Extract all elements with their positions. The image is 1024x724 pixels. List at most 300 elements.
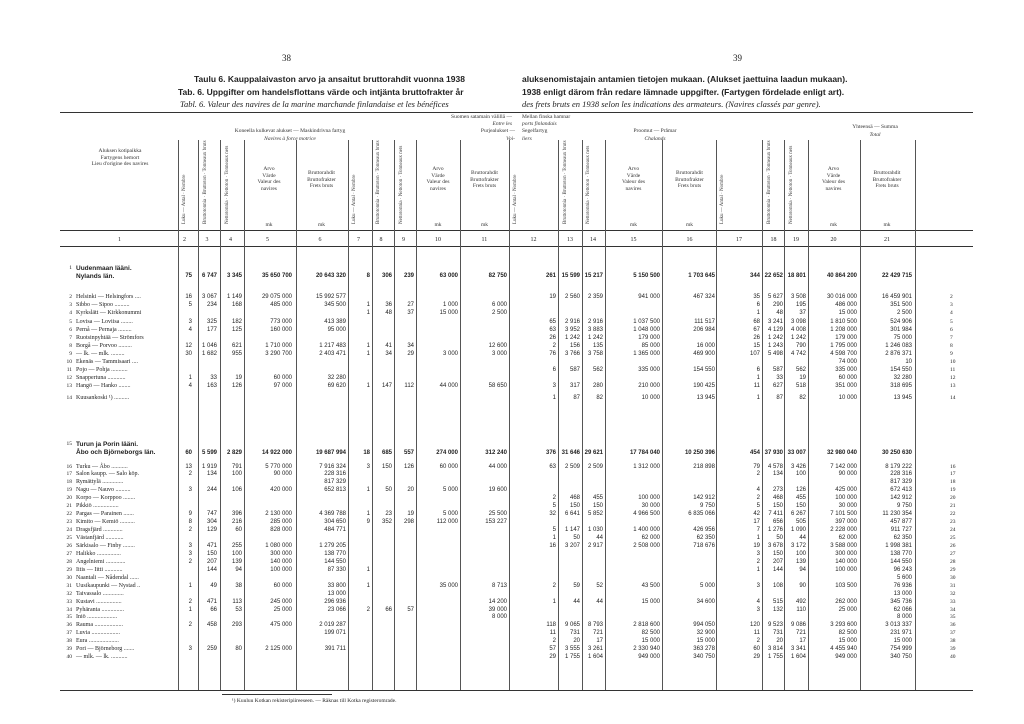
table-cell: 457 877	[890, 519, 912, 525]
header-koneella: Koneella kulkevat alukset — Maskindrivna fartyg	[234, 128, 346, 134]
table-cell: 29 075 000	[261, 294, 292, 300]
table-cell: 955	[231, 351, 242, 357]
table-cell: 1	[756, 395, 760, 401]
table-cell: 30 000	[641, 503, 660, 509]
header-total: Total	[869, 132, 881, 138]
table-cell: 207	[206, 559, 217, 565]
table-cell: 100	[795, 471, 806, 477]
row-number-right: 30	[950, 575, 956, 581]
column-divider	[605, 140, 606, 690]
table-cell: 3 588 000	[830, 543, 857, 549]
table-cell: 80	[235, 646, 242, 652]
table-cell: 9 086	[790, 622, 806, 628]
table-cell: 69 620	[327, 383, 346, 389]
table-cell: 4 966 500	[633, 511, 660, 517]
row-place-name: Ekenäs — Tammisaari ....	[76, 359, 138, 365]
table-cell: 1 279 205	[319, 543, 346, 549]
table-cell: 150	[381, 464, 392, 470]
table-cell: 103 500	[835, 583, 857, 589]
row-place-name: Kimito — Kemiö ..........	[76, 519, 135, 525]
table-cell: 1	[552, 395, 556, 401]
table-cell: 120	[749, 622, 760, 628]
table-cell: 100 000	[638, 495, 660, 501]
table-cell: 5	[756, 503, 760, 509]
table-cell: 60	[185, 450, 192, 456]
table-cell: 475 000	[270, 622, 292, 628]
table-cell: 262 000	[835, 599, 857, 605]
table-cell: 144 550	[324, 559, 346, 565]
table-cell: 125	[231, 327, 242, 333]
row-number-right: 16	[950, 464, 956, 470]
table-cell: 10 000	[641, 395, 660, 401]
column-number: 1	[118, 237, 121, 243]
row-place-name: — mlk. — lk. ...........	[76, 654, 128, 660]
row-number: 32	[66, 591, 72, 597]
table-cell: 1 149	[226, 294, 242, 300]
table-cell: 44 000	[439, 383, 458, 389]
row-place-name: Ruotsinpyhtää — Strömfors	[76, 335, 144, 341]
row-number: 6	[69, 327, 72, 333]
table-cell: 587	[569, 367, 580, 373]
table-cell: 376	[545, 450, 556, 456]
table-cell: 57	[407, 607, 414, 613]
table-cell: 2 125 000	[265, 646, 292, 652]
table-cell: 4 369 788	[319, 511, 346, 517]
row-place-name: Lovisa — Loviisa ........	[76, 319, 133, 325]
page-right-number: 39	[733, 53, 742, 63]
table-cell: 3 508	[790, 294, 806, 300]
table-cell: 397 000	[835, 519, 857, 525]
table-cell: 53	[235, 607, 242, 613]
row-number: 8	[69, 343, 72, 349]
table-cell: 2 359	[587, 294, 603, 300]
table-cell: 15 000	[893, 638, 912, 644]
table-cell: 35	[753, 294, 760, 300]
table-cell: 62 000	[641, 535, 660, 541]
row-number-right: 6	[950, 327, 953, 333]
table-cell: 126	[403, 464, 414, 470]
table-cell: 587	[772, 367, 783, 373]
table-cell: 153 227	[485, 519, 507, 525]
table-cell: 300 000	[270, 551, 292, 557]
table-cell: 68	[753, 319, 760, 325]
table-cell: 34	[385, 351, 392, 357]
table-cell: 3 555	[564, 646, 580, 652]
table-cell: 261	[545, 273, 556, 279]
table-cell: 140 000	[835, 559, 857, 565]
table-cell: 11	[549, 630, 556, 636]
table-cell: 471	[206, 599, 217, 605]
row-place-name: Rymättylä ..............	[76, 479, 124, 485]
table-cell: 1 919	[201, 464, 217, 470]
table-cell: 39 000	[488, 607, 507, 613]
header-mellan-finska: Mellan finska hamnar	[522, 114, 571, 120]
table-cell: 2 228 000	[830, 527, 857, 533]
table-cell: 2	[552, 495, 556, 501]
header-gross-tons: Bruttotonnia · Bruttoton · Tonneaux bruts	[767, 140, 772, 224]
table-cell: 190 425	[693, 383, 715, 389]
column-divider	[662, 140, 663, 690]
table-cell: 3	[552, 383, 556, 389]
table-cell: 8	[366, 273, 370, 279]
row-number: 12	[66, 375, 72, 381]
table-cell: 1	[366, 310, 370, 316]
table-cell: 492	[795, 599, 806, 605]
table-cell: 106	[231, 487, 242, 493]
footnote: ¹) Kuuluu Kotkan rekisteripiireeseen. — Räknas till Kotka registeromrade.	[232, 698, 397, 704]
table-cell: 87 330	[327, 567, 346, 573]
table-cell: 3 293 600	[830, 622, 857, 628]
table-cell: 2	[552, 583, 556, 589]
row-place-name: Helsinki — Helsingfors ....	[76, 294, 141, 300]
table-cell: 1 243	[767, 343, 783, 349]
table-cell: 363 278	[693, 646, 715, 652]
table-cell: 179 000	[638, 335, 660, 341]
header-value: Arvo Värde Valeur des navires	[821, 166, 846, 192]
table-cell: 280	[592, 383, 603, 389]
table-cell: 150	[206, 551, 217, 557]
table-cell: 35 000	[439, 583, 458, 589]
table-cell: 1 810 500	[830, 319, 857, 325]
table-cell: 41	[385, 343, 392, 349]
table-cell: 27	[407, 302, 414, 308]
table-cell: 26	[549, 335, 556, 341]
header-mk: mk	[829, 222, 838, 228]
row-number: 9	[69, 351, 72, 357]
table-cell: 5 000	[442, 487, 458, 493]
header-freights: Bruttorahdit Bruttofrakter Frets bruts	[675, 170, 704, 189]
table-cell: 468	[569, 495, 580, 501]
table-cell: 5 600	[896, 575, 912, 581]
table-cell: 1 242	[767, 335, 783, 341]
row-number-right: 40	[950, 654, 956, 660]
table-cell: 3 241	[767, 319, 783, 325]
row-number: 14	[66, 395, 72, 401]
table-cell: 7 411	[768, 511, 783, 517]
header-freights: Bruttorahdit Bruttofrakter Frets bruts	[872, 170, 902, 189]
table-cell: 63	[549, 464, 556, 470]
table-cell: 113	[232, 599, 242, 605]
table-cell: 50	[573, 535, 580, 541]
table-cell: 3 758	[587, 351, 603, 357]
table-cell: 1 604	[587, 654, 603, 660]
table-cell: 15 217	[584, 273, 603, 279]
table-cell: 6 267	[790, 511, 806, 517]
table-cell: 16	[185, 294, 192, 300]
table-cell: 33 800	[327, 583, 346, 589]
table-cell: 100	[231, 471, 242, 477]
table-cell: 3	[756, 551, 760, 557]
table-cell: 2	[552, 638, 556, 644]
table-cell: 62 350	[696, 535, 715, 541]
table-cell: 352	[381, 519, 392, 525]
table-cell: 1 242	[587, 335, 603, 341]
table-cell: 290	[772, 302, 783, 308]
table-cell: 218 898	[693, 464, 715, 470]
header-mk: mk	[434, 222, 442, 228]
table-cell: 301 984	[890, 327, 912, 333]
table-cell: 15 000	[838, 638, 857, 644]
table-cell: 627	[772, 383, 783, 389]
table-cell: 48	[385, 310, 392, 316]
column-number: 19	[793, 237, 799, 243]
table-cell: 244	[206, 487, 217, 493]
row-number: 37	[66, 630, 72, 636]
table-cell: 20	[776, 638, 783, 644]
table-cell: 285 000	[270, 519, 292, 525]
table-cell: 37	[407, 310, 414, 316]
table-cell: 82	[799, 395, 806, 401]
row-number: 40	[66, 654, 72, 660]
table-cell: 94	[235, 567, 242, 573]
row-number: 13	[66, 383, 72, 389]
row-place-name: Pori — Björneborg .......	[76, 646, 135, 652]
table-cell: 484 771	[324, 527, 346, 533]
table-cell: 139	[795, 559, 806, 565]
table-cell: 154 550	[890, 367, 912, 373]
column-number: 16	[686, 237, 693, 243]
table-cell: 8 179 222	[885, 464, 912, 470]
table-cell: 206 984	[693, 327, 715, 333]
column-divider	[915, 140, 916, 690]
table-cell: 471	[206, 543, 217, 549]
column-divider	[220, 140, 221, 690]
table-cell: 345 500	[324, 302, 346, 308]
table-cell: 75 000	[893, 335, 912, 341]
column-number: 3	[205, 237, 209, 243]
table-cell: 3	[188, 551, 192, 557]
table-cell: 1	[366, 567, 370, 573]
table-cell: 3 426	[790, 464, 806, 470]
row-number: 36	[66, 622, 72, 628]
table-cell: 95 000	[327, 327, 346, 333]
row-number-right: 26	[950, 543, 956, 549]
table-cell: 23 066	[327, 607, 346, 613]
table-cell: 505	[795, 519, 806, 525]
table-cell: 1 037 500	[633, 319, 660, 325]
table-cell: 524 906	[890, 319, 912, 325]
table-cell: 2 403 471	[319, 351, 346, 357]
table-cell: 3 345	[226, 273, 242, 279]
table-cell: 13 000	[327, 591, 346, 597]
table-cell: 6 641	[564, 511, 580, 517]
table-cell: 455	[795, 495, 806, 501]
table-cell: 1	[366, 511, 370, 517]
table-cell: 134	[206, 471, 217, 477]
table-cell: 3 172	[790, 543, 806, 549]
table-cell: 911 727	[890, 527, 912, 533]
table-cell: 138 770	[324, 551, 346, 557]
header-count: Luku — Antal · Nombre	[513, 174, 518, 224]
table-cell: 468	[772, 495, 783, 501]
header-yhteensa: Yhteensä — Summa	[852, 124, 898, 130]
table-cell: 87	[573, 395, 580, 401]
header-freights: Bruttorahdit Bruttofrakter Frets bruts	[470, 170, 499, 189]
table-cell: 32 280	[893, 375, 912, 381]
row-place-name: Kustavi .................	[76, 599, 122, 605]
table-cell: 454	[749, 450, 760, 456]
table-cell: 142 912	[890, 495, 912, 501]
header-count: Luku — Antal · Nombre	[352, 174, 357, 224]
table-cell: 228 316	[324, 471, 346, 477]
title-french-cont: des frets bruts en 1938 selon les indications des armateurs. (Navires classés par genre).	[522, 99, 821, 109]
row-place-name: Pyhäranta ...............	[76, 607, 124, 613]
table-cell: 19	[799, 375, 806, 381]
row-number: 29	[66, 567, 72, 573]
table-cell: 14 922 000	[261, 450, 292, 456]
row-number-right: 17	[950, 471, 956, 477]
table-cell: 111 517	[694, 319, 715, 325]
table-cell: 18 801	[787, 273, 806, 279]
title-finnish-cont: aluksenomistajain antamien tietojen mukaan. (Alukset jaettuina laadun mukaan).	[522, 74, 848, 84]
header-mk: mk	[883, 222, 891, 228]
table-cell: 15 992 577	[315, 294, 346, 300]
table-cell: 2 509	[564, 464, 580, 470]
table-cell: 8 000	[491, 614, 507, 620]
table-cell: 1 604	[790, 654, 806, 660]
table-cell: 1 046	[201, 343, 217, 349]
row-place-name: Eura ....................	[76, 638, 119, 644]
table-cell: 3 207	[564, 543, 580, 549]
table-cell: 40 864 200	[826, 273, 857, 279]
table-cell: 231 971	[890, 630, 912, 636]
row-place-name: Nagu — Nauvo ..........	[76, 487, 131, 493]
table-cell: 10 250 396	[684, 450, 715, 456]
column-number: 11	[481, 237, 488, 243]
table-cell: 35 650 700	[261, 273, 292, 279]
table-cell: 2 509	[587, 464, 603, 470]
table-cell: 100 000	[835, 567, 857, 573]
table-cell: 7	[756, 527, 760, 533]
table-cell: 9	[188, 511, 192, 517]
table-cell: 135	[592, 343, 603, 349]
table-cell: 4	[188, 383, 192, 389]
table-cell: 396	[231, 511, 242, 517]
table-cell: 4 742	[790, 351, 806, 357]
table-cell: 6	[552, 367, 556, 373]
table-cell: 66	[385, 607, 392, 613]
table-cell: 1 208 000	[830, 327, 857, 333]
row-number: 10	[66, 359, 72, 365]
table-cell: 67	[753, 327, 760, 333]
table-cell: 3 098	[790, 319, 806, 325]
table-cell: 3	[188, 543, 192, 549]
header-count: Luku — Antal · Nombre	[720, 174, 725, 224]
table-cell: 2 876 371	[885, 351, 912, 357]
title-french: Tabl. 6. Valeur des navires de la marine marchande finlandaise et les bénéfices	[180, 99, 449, 109]
header-mk: mk	[629, 222, 638, 228]
table-cell: 685	[381, 450, 392, 456]
row-number: 38	[66, 638, 72, 644]
table-cell: 11 230 354	[882, 511, 912, 517]
table-cell: 20	[407, 487, 414, 493]
row-number: 11	[66, 367, 72, 373]
table-cell: 458	[206, 622, 217, 628]
table-cell: 1	[552, 599, 556, 605]
header-chalands: Chalands	[644, 136, 666, 142]
table-cell: 941 000	[638, 294, 660, 300]
table-cell: 82 500	[641, 630, 660, 636]
column-number: 6	[318, 237, 322, 243]
table-cell: 245 000	[270, 599, 292, 605]
table-cell: 9 750	[699, 503, 715, 509]
table-cell: 5 150 500	[633, 273, 660, 279]
table-cell: 3	[188, 319, 192, 325]
table-cell: 17 784 040	[629, 450, 660, 456]
header-value: Arvo Värde Valeur des navires	[257, 166, 281, 192]
table-cell: 85 000	[641, 343, 660, 349]
row-number-right: 38	[950, 638, 956, 644]
table-cell: 58 650	[488, 383, 507, 389]
table-cell: 17	[753, 519, 760, 525]
table-cell: 22 429 715	[881, 273, 912, 279]
table-cell: 791	[231, 464, 242, 470]
table-cell: 44 000	[488, 464, 507, 470]
table-cell: 1	[366, 302, 370, 308]
row-place-name: Kuusankoski ¹) ..........	[76, 395, 130, 401]
table-cell: 1 795 000	[830, 343, 857, 349]
table-cell: 2 916	[587, 319, 603, 325]
row-number-right: 4	[950, 310, 953, 316]
row-place-name: Salon kaupp. — Salo köp.	[76, 471, 139, 477]
table-cell: 195	[795, 302, 806, 308]
table-cell: 2 916	[564, 319, 580, 325]
row-number: 35	[66, 614, 72, 620]
table-cell: 1 276	[767, 527, 783, 533]
table-cell: 60 000	[273, 583, 292, 589]
column-divider	[582, 140, 583, 690]
table-cell: 100 000	[270, 567, 292, 573]
table-cell: 351 500	[890, 302, 912, 308]
table-cell: 2 130 000	[265, 511, 292, 517]
table-cell: 296 936	[324, 599, 346, 605]
row-place-name: Särkisalo — Finby ........	[76, 543, 135, 549]
table-cell: 32 900	[696, 630, 715, 636]
table-cell: 1 000	[442, 302, 458, 308]
table-bottom-rule	[60, 690, 973, 691]
header-net-tons: Nettotonnia · Nettoton · Tonneaux nets	[225, 145, 230, 224]
table-cell: 32	[549, 511, 556, 517]
table-cell: 518	[795, 383, 806, 389]
table-cell: 150	[772, 551, 783, 557]
table-cell: 15 000	[641, 599, 660, 605]
table-cell: 1 365 000	[633, 351, 660, 357]
table-cell: 5	[552, 527, 556, 533]
table-cell: 168	[231, 302, 242, 308]
table-cell: 110	[796, 607, 806, 613]
column-divider	[716, 140, 717, 690]
table-cell: 672 413	[890, 487, 912, 493]
row-number-right: 8	[950, 343, 953, 349]
table-cell: 118	[546, 622, 556, 628]
row-number: 17	[66, 471, 72, 477]
header-voi: Voi-	[506, 136, 515, 142]
table-cell: 1 048 000	[633, 327, 660, 333]
table-cell: 49	[210, 583, 217, 589]
row-number: 28	[66, 559, 72, 565]
table-cell: 4 578	[767, 464, 783, 470]
table-cell: 1 703 645	[688, 273, 715, 279]
table-cell: 2	[188, 527, 192, 533]
row-number-right: 25	[950, 535, 956, 541]
row-number: 3	[69, 302, 72, 308]
table-cell: 2 330 940	[633, 646, 660, 652]
table-cell: 44	[596, 535, 603, 541]
table-cell: 13 945	[893, 395, 912, 401]
header-mk: mk	[265, 222, 273, 228]
table-cell: 621	[231, 343, 242, 349]
column-number: 2	[183, 237, 186, 243]
